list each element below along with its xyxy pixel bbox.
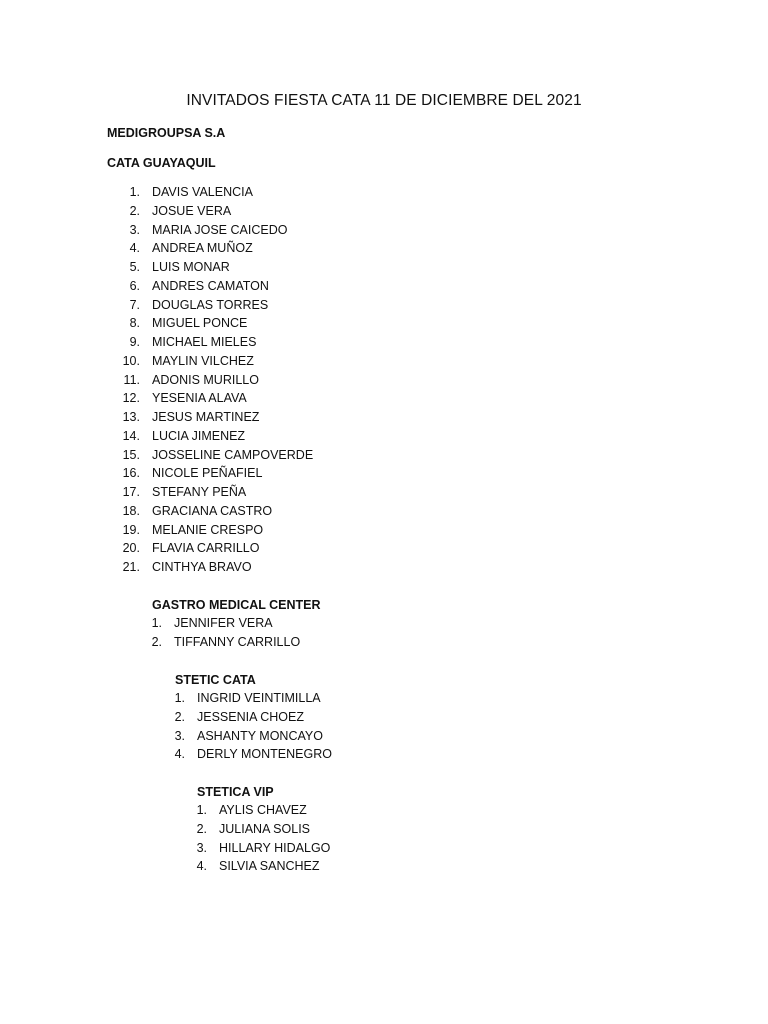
list-item-number: 15. (122, 447, 140, 462)
list-item-number: 12. (122, 391, 140, 406)
guest-name: ASHANTY MONCAYO (197, 728, 323, 743)
guest-name: GRACIANA CASTRO (152, 503, 273, 518)
guest-name: MARIA JOSE CAICEDO (152, 222, 288, 237)
list-item-number: 3. (174, 728, 185, 743)
list-item-number: 9. (129, 335, 140, 349)
list-item-number: 1. (196, 803, 207, 817)
guest-name: DAVIS VALENCIA (152, 185, 253, 199)
list-item-number: 1. (174, 691, 185, 705)
list-item-number: 19. (122, 522, 140, 537)
list-item-number: 16. (122, 466, 140, 481)
list-item-number: 8. (129, 316, 140, 331)
guest-name: INGRID VEINTIMILLA (197, 691, 321, 705)
section-heading-stetica-vip: STETICA VIP (197, 785, 274, 799)
document-title: INVITADOS FIESTA CATA 11 DE DICIEMBRE DEL 2021 (186, 92, 582, 109)
list-item-number: 2. (196, 821, 207, 836)
list-item-number: 13. (122, 410, 140, 424)
list-item-number: 7. (129, 297, 140, 312)
guest-name: ANDRES CAMATON (152, 278, 269, 293)
guest-name: NICOLE PEÑAFIEL (152, 466, 263, 481)
list-item-number: 3. (129, 222, 140, 237)
section-heading-cata-guayaquil: CATA GUAYAQUIL (107, 156, 216, 170)
guest-name: FLAVIA CARRILLO (152, 541, 260, 556)
list-item-number: 4. (174, 747, 185, 762)
list-item-number: 2. (174, 709, 185, 724)
guest-name: JOSUE VERA (152, 203, 232, 218)
list-item-number: 4. (129, 241, 140, 256)
guest-name: MELANIE CRESPO (152, 522, 264, 537)
list-item-number: 10. (122, 353, 140, 368)
list-item-number: 1. (129, 185, 140, 199)
list-item-number: 5. (129, 260, 140, 274)
guest-name: STEFANY PEÑA (152, 485, 247, 499)
list-item-number: 2. (151, 634, 162, 649)
list-item-number: 11. (123, 372, 140, 387)
guest-name: LUCIA JIMENEZ (152, 428, 246, 443)
list-item-number: 14. (122, 428, 140, 443)
section-heading-gastro-medical-center: GASTRO MEDICAL CENTER (152, 598, 321, 612)
section-heading-stetic-cata: STETIC CATA (175, 673, 256, 687)
guest-name: MICHAEL MIELES (152, 335, 257, 349)
guest-name: ANDREA MUÑOZ (152, 241, 253, 256)
guest-name: JESSENIA CHOEZ (197, 709, 304, 724)
guest-name: LUIS MONAR (152, 260, 230, 274)
guest-name: JENNIFER VERA (174, 616, 273, 630)
guest-name: SILVIA SANCHEZ (219, 859, 320, 874)
list-item-number: 21. (122, 560, 140, 574)
list-item-number: 6. (129, 278, 140, 293)
guest-name: YESENIA ALAVA (152, 391, 247, 406)
list-item-number: 2. (129, 203, 140, 218)
guest-name: DOUGLAS TORRES (152, 297, 269, 312)
list-item-number: 20. (122, 541, 140, 556)
guest-name: ADONIS MURILLO (152, 372, 259, 387)
guest-name: JESUS MARTINEZ (152, 410, 260, 424)
list-item-number: 4. (196, 859, 207, 874)
guest-name: MIGUEL PONCE (152, 316, 248, 331)
list-item-number: 17. (122, 485, 140, 499)
list-item-number: 1. (151, 616, 162, 630)
list-item-number: 18. (122, 503, 140, 518)
guest-name: TIFFANNY CARRILLO (174, 634, 301, 649)
company-name: MEDIGROUPSA S.A (107, 126, 226, 140)
list-item-number: 3. (196, 840, 207, 855)
guest-name: AYLIS CHAVEZ (219, 803, 307, 817)
guest-name: CINTHYA BRAVO (152, 560, 252, 574)
guest-name: JULIANA SOLIS (219, 821, 311, 836)
guest-name: JOSSELINE CAMPOVERDE (152, 447, 314, 462)
guest-name: DERLY MONTENEGRO (197, 747, 332, 762)
guest-name: HILLARY HIDALGO (219, 840, 331, 855)
guest-name: MAYLIN VILCHEZ (152, 353, 254, 368)
